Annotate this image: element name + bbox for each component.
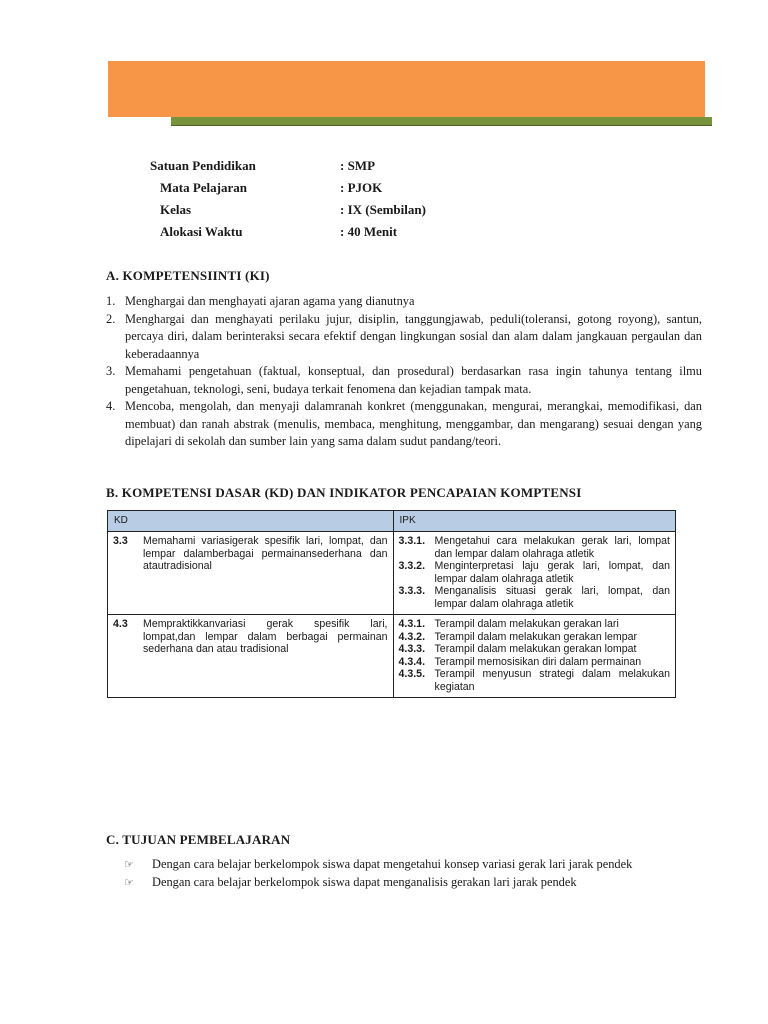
section-b-heading: B. KOMPETENSI DASAR (KD) DAN INDIKATOR PENCAPAIAN KOMPTENSI bbox=[106, 485, 582, 500]
ipk-text: Terampil dalam melakukan gerakan lempar bbox=[434, 630, 638, 643]
ki-text: Menghargai dan menghayati perilaku jujur, disiplin, tanggungjawab, peduli(toleransi, gotong royong), santun, percaya diri, dalam berinteraksi secara efektif dengan lingkungan sosial dan alam dalam jangkauan pergaulan dan keberadaannya bbox=[125, 311, 702, 361]
ipk-code: 3.3.1. bbox=[398, 535, 426, 547]
ipk-code: 4.3.2. bbox=[398, 630, 426, 643]
ipk-item bbox=[399, 535, 670, 560]
tujuan-text: Dengan cara belajar berkelompok siswa dapat mengetahui konsep variasi gerak lari jarak pendek bbox=[152, 857, 633, 871]
ipk-code: 4.3.5. bbox=[398, 668, 426, 680]
info-row bbox=[150, 158, 426, 180]
ki-number: 3. bbox=[106, 364, 116, 378]
info-row bbox=[150, 224, 426, 246]
ipk-item bbox=[399, 656, 670, 669]
kd-cell bbox=[108, 615, 394, 698]
info-label: Mata Pelajaran bbox=[160, 180, 248, 195]
ki-item bbox=[106, 311, 702, 364]
info-row bbox=[150, 202, 426, 224]
ki-text: Mencoba, mengolah, dan menyaji dalamranah konkret (menggunakan, mengurai, merangkai, memodifikasi, dan membuat) dan ranah abstrak (menulis, membaca, menghitung, menggambar, dan mengarang) sesuai dengan yang dipelajari di sekolah dan sumber lain yang sama dalam sudut pandang/teori. bbox=[125, 399, 702, 448]
kd-cell bbox=[108, 532, 394, 615]
ipk-text: Mengetahui cara melakukan gerak lari, lompat dan lempar dalam olahraga atletik bbox=[434, 535, 670, 560]
ipk-text: Terampil dalam melakukan gerakan lompat bbox=[434, 643, 637, 655]
section-c-heading: C. TUJUAN PEMBELAJARAN bbox=[106, 832, 291, 847]
kd-text: Mempraktikkanvariasi gerak spesifik lari, lompat,dan lempar dalam berbagai permainan sederhana dan atau tradisional bbox=[143, 618, 388, 655]
ipk-item bbox=[399, 643, 670, 656]
ki-item bbox=[106, 398, 702, 451]
ipk-item bbox=[399, 631, 670, 644]
pointing-hand-icon: ☞ bbox=[124, 875, 134, 889]
identity-block bbox=[150, 158, 426, 246]
ipk-code: 4.3.1. bbox=[398, 618, 426, 630]
ki-number: 4. bbox=[106, 399, 116, 413]
info-label: Alokasi Waktu bbox=[160, 224, 243, 239]
ipk-code: 3.3.2. bbox=[398, 560, 426, 572]
ipk-code: 4.3.4. bbox=[398, 655, 426, 668]
pointing-hand-icon: ☞ bbox=[124, 858, 134, 871]
info-label: Kelas bbox=[160, 202, 192, 217]
ipk-item bbox=[399, 668, 670, 693]
ki-text: Memahami pengetahuan (faktual, konseptual, dan prosedural) berdasarkan rasa ingin tahunya tentang ilmu pengetahuan, teknologi, seni, budaya terkait fenomena dan kejadian tampak mata. bbox=[125, 364, 702, 396]
ipk-text: Menginterpretasi laju gerak lari, lompat, dan lempar dalam olahraga atletik bbox=[434, 560, 670, 585]
info-value: : IX (Sembilan) bbox=[340, 202, 426, 217]
section-a-heading: A. KOMPETENSIINTI (KI) bbox=[106, 268, 270, 283]
info-row bbox=[150, 180, 426, 202]
kd-code: 3.3 bbox=[113, 535, 128, 547]
ipk-code: 4.3.3. bbox=[398, 643, 426, 655]
kd-text: Memahami variasigerak spesifik lari, lompat, dan lempar dalamberbagai permainansederhana dan atautradisional bbox=[143, 535, 388, 572]
ki-item bbox=[106, 293, 702, 311]
ipk-item bbox=[399, 560, 670, 585]
header-banner-green bbox=[171, 117, 712, 126]
ki-item bbox=[106, 363, 702, 398]
tujuan-list bbox=[124, 856, 702, 891]
ipk-cell bbox=[393, 532, 675, 615]
column-header-kd: KD bbox=[108, 511, 394, 532]
tujuan-item bbox=[124, 874, 702, 892]
ipk-item bbox=[399, 618, 670, 631]
info-value: : PJOK bbox=[340, 180, 383, 195]
ipk-cell bbox=[393, 615, 675, 698]
ipk-text: Menganalisis situasi gerak lari, lompat, dan lempar dalam olahraga atletik bbox=[434, 585, 670, 610]
kd-ipk-table bbox=[107, 510, 676, 698]
ki-list bbox=[106, 293, 702, 451]
ki-number: 2. bbox=[106, 311, 116, 326]
ipk-text: Terampil memosisikan diri dalam permainan bbox=[434, 655, 642, 668]
kd-code: 4.3 bbox=[113, 618, 128, 630]
info-label: Satuan Pendidikan bbox=[150, 158, 256, 173]
tujuan-item bbox=[124, 856, 702, 874]
info-value: : 40 Menit bbox=[340, 224, 398, 239]
ipk-text: Terampil menyusun strategi dalam melakukan kegiatan bbox=[434, 668, 670, 693]
header-banner-orange bbox=[108, 61, 705, 117]
info-value: : SMP bbox=[340, 158, 376, 173]
ipk-item bbox=[399, 585, 670, 610]
table-row bbox=[108, 615, 676, 698]
tujuan-text: Dengan cara belajar berkelompok siswa dapat menganalisis gerakan lari jarak pendek bbox=[152, 874, 577, 889]
ki-text: Menghargai dan menghayati ajaran agama yang dianutnya bbox=[125, 294, 415, 308]
table-row bbox=[108, 532, 676, 615]
ki-number: 1. bbox=[106, 294, 116, 308]
ipk-code: 3.3.3. bbox=[398, 585, 426, 597]
table-header-row bbox=[108, 511, 676, 532]
ipk-text: Terampil dalam melakukan gerakan lari bbox=[434, 618, 619, 630]
column-header-ipk: IPK bbox=[393, 511, 675, 532]
